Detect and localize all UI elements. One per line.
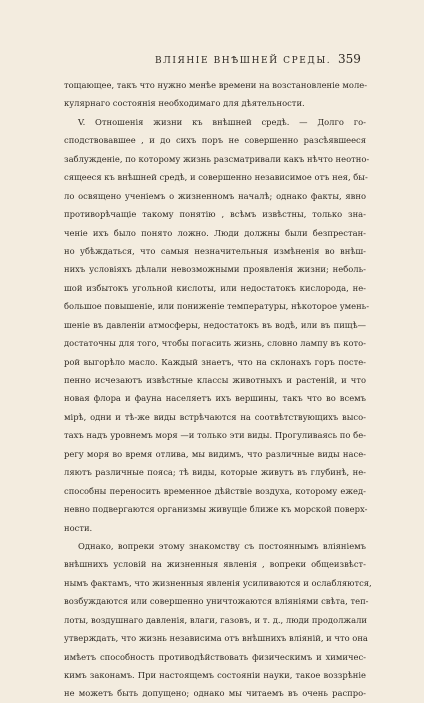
text-line: рой выгорѣло масло. Каждый знаетъ, что на склонахъ горъ посте- [64, 356, 366, 367]
section-heading-line: V. Отношенія жизни къ внѣшней средѣ. — Долго го- [78, 116, 366, 127]
text-line: шой избытокъ угольной кислоты, или недостатокъ кислорода, не- [64, 282, 366, 293]
text-line: ляютъ различные пояса; тѣ виды, которые живутъ въ глубинѣ, не- [64, 467, 366, 478]
text-line: ло освящено ученіемъ о жизненномъ началѣ; однако факты, явно [64, 190, 366, 201]
text-line: сящееся къ внѣшней средѣ, и совершенно независимое отъ нея, бы- [64, 172, 368, 183]
text-line: мірѣ, одни и тѣ-же виды встрѣчаются на соотвѣтствующихъ высо- [64, 411, 366, 422]
text-line: регу моря во время отлива, мы видимъ, что различные виды насе- [64, 448, 366, 459]
text-line: новая флора и фауна населяетъ ихъ вершины, такъ что во всемъ [64, 393, 366, 404]
text-line: кимъ законамъ. При настоящемъ состояніи науки, такое воззрѣніе [64, 670, 366, 680]
text-line: кулярнаго состоянія необходимаго для дѣятельности. [64, 98, 305, 109]
text-line: имѣетъ способность противодѣйствовать физическимъ и химичес- [64, 651, 366, 662]
text-line: достаточны для того, чтобы погасить жизнь, словно лампу въ кото- [64, 338, 366, 349]
text-line: нихъ условіяхъ дѣлали невозможными проявленія жизни; неболь- [64, 264, 366, 275]
text-line: утверждать, что жизнь независима отъ внѣшнихъ вліяній, и что она [64, 633, 368, 644]
text-line: тахъ надъ уровнемъ моря —и только эти виды. Прогуливаясь по бе- [64, 430, 366, 441]
text-line: шеніе въ давленіи атмосферы, недостатокъ въ водѣ, или въ пищѣ— [64, 319, 366, 330]
text-line: но убѣждаться, что самыя незначительныя измѣненія во внѣш- [64, 245, 366, 256]
text-line: нымъ фактамъ, что жизненныя явленія усиливаются и ослабляются, [64, 577, 372, 588]
text-line: ности. [64, 522, 93, 533]
text-line: лоты, воздушнаго давленія, влаги, газовъ, и т. д., люди продолжали [64, 614, 368, 625]
text-line: противорѣчащіе такому понятію , всѣмъ извѣстны, только зна- [64, 209, 366, 220]
text-line: заблужденіе, по которому жизнь разсматривали какъ нѣчто неотно- [64, 153, 370, 164]
text-line: внѣшнихъ условій на жизненныя явленія , вопреки общеизвѣст- [64, 559, 366, 570]
text-line: невно подвергаются организмы живущіе ближе къ морской поверх- [64, 504, 368, 515]
text-line: ченіе ихъ было понято ложно. Люди должны были безпрестан- [64, 227, 366, 238]
text-line: сподствовавшее , и до сихъ поръ не совершенно разсѣявшееся [64, 135, 366, 146]
body-text [64, 76, 372, 703]
text-line: тощающее, такъ что нужно менѣе времени на возстановленіе моле- [64, 80, 368, 90]
running-head: ВЛІЯНІЕ ВНѢШНЕЙ СРЕДЫ. [155, 56, 332, 66]
text-line: возбуждаются или совершенно уничтожаются вліяніями свѣта, теп- [64, 596, 369, 607]
page-number: 359 [338, 52, 361, 66]
text-line: Однако, вопреки этому знакомству съ постояннымъ вліяніемъ [78, 540, 366, 551]
text-line: не можетъ быть допущено; однако мы читаемъ въ очень распро- [64, 688, 366, 699]
text-line: пенно исчезаютъ извѣстные классы животныхъ и растеній, и что [64, 375, 366, 385]
text-line: большое повышеніе, или пониженіе температуры, нѣкоторое умень- [64, 301, 370, 312]
text-line: способны переносить временное дѣйствіе воздуха, которому ежед- [64, 485, 366, 496]
